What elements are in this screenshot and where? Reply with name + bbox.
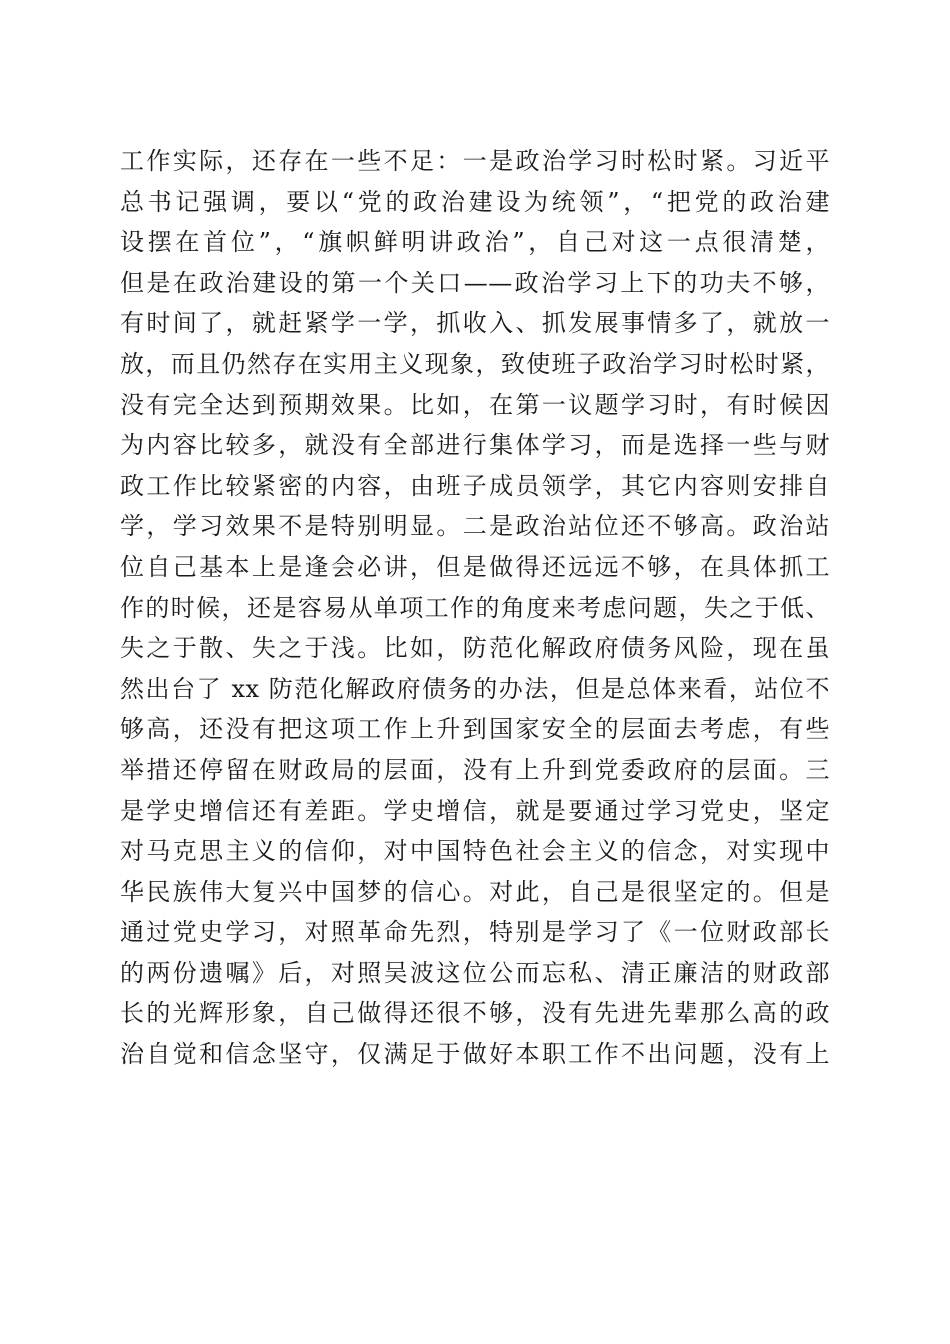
text-line: 失之于散、失之于浅。比如，防范化解政府债务风险，现在虽	[120, 634, 830, 663]
text-line: 工作实际，还存在一些不足：一是政治学习时松时紧。习近平	[120, 147, 830, 175]
text-line: 设摆在首位”，“旗帜鲜明讲政治”，自己对这一点很清楚，	[120, 228, 830, 257]
text-line: 总书记强调，要以“党的政治建设为统领”，“把党的政治建	[120, 187, 830, 216]
text-line: 政工作比较紧密的内容，由班子成员领学，其它内容则安排自	[120, 471, 830, 500]
text-line: 位自己基本上是逢会必讲，但是做得还远远不够，在具体抓工	[120, 552, 830, 581]
text-line: 学，学习效果不是特别明显。二是政治站位还不够高。政治站	[120, 512, 830, 541]
text-line: 有时间了，就赶紧学一学，抓收入、抓发展事情多了，就放一	[120, 309, 830, 338]
text-line: 治自觉和信念坚守，仅满足于做好本职工作不出问题，没有上	[120, 1040, 830, 1069]
text-line: 作的时候，还是容易从单项工作的角度来考虑问题，失之于低、	[120, 593, 830, 622]
text-line: 的两份遗嘱》后，对照吴波这位公而忘私、清正廉洁的财政部	[120, 958, 830, 987]
text-line: 然出台了 xx 防范化解政府债务的办法，但是总体来看，站位不	[120, 674, 830, 703]
text-line: 为内容比较多，就没有全部进行集体学习，而是选择一些与财	[120, 431, 830, 460]
body-text	[120, 141, 830, 1075]
text-line: 但是在政治建设的第一个关口——政治学习上下的功夫不够，	[120, 268, 830, 297]
text-line: 华民族伟大复兴中国梦的信心。对此，自己是很坚定的。但是	[120, 877, 830, 906]
text-line: 对马克思主义的信仰，对中国特色社会主义的信念，对实现中	[120, 837, 830, 866]
text-line: 够高，还没有把这项工作上升到国家安全的层面去考虑，有些	[120, 715, 830, 744]
text-line: 没有完全达到预期效果。比如，在第一议题学习时，有时候因	[120, 390, 830, 419]
text-line: 长的光辉形象，自己做得还很不够，没有先进先辈那么高的政	[120, 999, 830, 1028]
text-line: 通过党史学习，对照革命先烈，特别是学习了《一位财政部长	[120, 918, 830, 947]
text-line: 举措还停留在财政局的层面，没有上升到党委政府的层面。三	[120, 755, 830, 784]
text-line: 是学史增信还有差距。学史增信，就是要通过学习党史，坚定	[120, 796, 830, 825]
text-line: 放，而且仍然存在实用主义现象，致使班子政治学习时松时紧，	[120, 349, 830, 378]
